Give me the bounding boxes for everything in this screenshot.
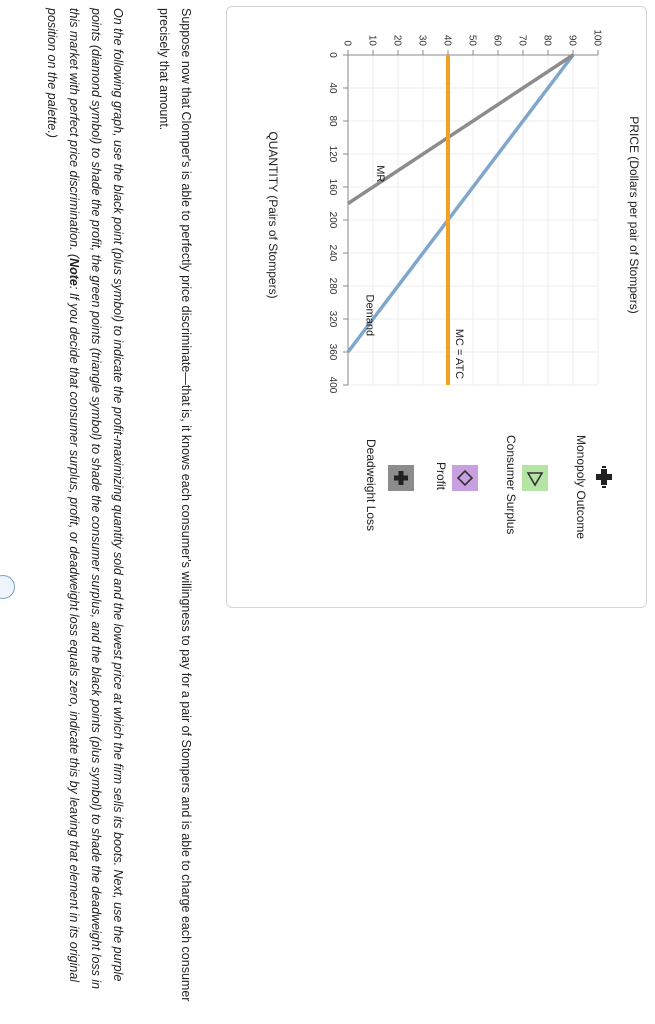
x-tick-label: 360	[327, 343, 338, 361]
plus-icon	[388, 465, 414, 491]
profit-tool[interactable]	[452, 465, 478, 491]
mc-atc-label: MC = ATC	[453, 328, 465, 380]
x-tick-label: 280	[327, 277, 338, 295]
triangle-icon	[522, 465, 548, 491]
x-tick-label: 320	[327, 310, 338, 328]
y-tick-label: 80	[541, 34, 553, 46]
x-tick-label: 400	[327, 376, 338, 394]
monopoly-outcome-tool[interactable]	[592, 465, 616, 489]
deadweight-loss-label: Deadweight Loss	[364, 439, 378, 532]
y-tick-label: 50	[466, 34, 478, 46]
y-axis-label: PRICE (Dollars per pair of Stompers)	[627, 116, 641, 314]
x-axis-label: QUANTITY (Pairs of Stompers)	[266, 131, 280, 299]
y-tick-label: 40	[441, 34, 453, 46]
plus-icon	[592, 465, 616, 489]
x-tick-label: 200	[327, 211, 338, 229]
x-tick-label: 0	[327, 52, 338, 58]
y-tick-label: 60	[491, 34, 503, 46]
diamond-icon	[452, 465, 478, 491]
instructions-note-text: : If you decide that consumer surplus, profit, or deadweight loss equals zero, indicate this by leaving that element in its original position on the palette.)	[45, 8, 81, 983]
instructions-paragraph	[41, 8, 129, 1008]
deadweight-loss-tool[interactable]	[388, 465, 414, 491]
graph-panel	[226, 6, 647, 608]
y-tick-label: 70	[516, 34, 528, 46]
y-tick-label: 0	[341, 40, 353, 46]
question-paragraph: Suppose now that Clomper's is able to perfectly price discriminate—that is, it knows each consumer's willingness to pay for a pair of Stompers and is able to charge each consumer precisely that amount.	[157, 8, 193, 1002]
consumer-surplus-tool[interactable]	[522, 465, 548, 491]
y-tick-label: 90	[566, 34, 578, 46]
y-tick-label: 100	[591, 29, 603, 46]
demand-line	[348, 55, 573, 352]
mr-label: MR	[374, 165, 386, 183]
y-tick-label: 30	[416, 34, 428, 46]
note-label: Note	[67, 258, 81, 286]
x-tick-label: 240	[327, 244, 338, 262]
x-tick-label: 160	[327, 178, 338, 196]
y-tick-label: 10	[366, 34, 378, 46]
x-tick-label: 120	[327, 145, 338, 163]
help-icon[interactable]	[0, 575, 15, 599]
x-tick-label: 40	[327, 82, 338, 94]
instructions-text: On the following graph, use the black point (plus symbol) to indicate the profit-maximizing quantity sold and the lowest price at which the firm sells its boots. Next, use the purple points (diamond symbol) to shade the profit, the green points (triangle symbol) to shade the consumer surplus, and the black points (plus symbol) to shade the deadweight loss in this market with perfect price discrimination. (	[67, 8, 125, 990]
monopoly-outcome-label: Monopoly Outcome	[574, 435, 588, 540]
demand-label: Demand	[363, 294, 376, 337]
x-tick-label: 80	[327, 115, 338, 127]
y-tick-label: 20	[391, 34, 403, 46]
consumer-surplus-label: Consumer Surplus	[504, 435, 518, 535]
profit-label: Profit	[434, 462, 448, 491]
